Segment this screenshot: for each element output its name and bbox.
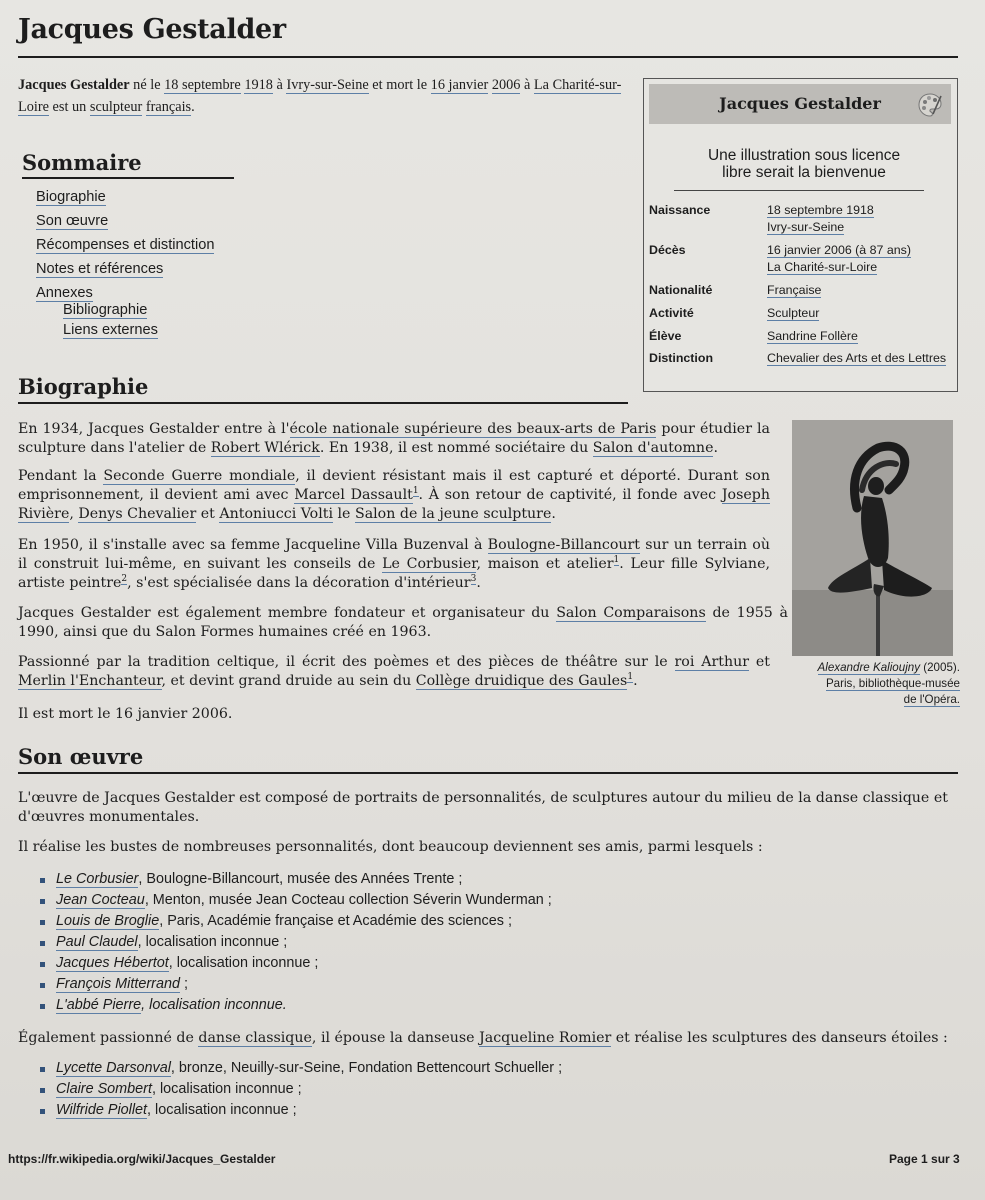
link-le-corbusier[interactable]: Le Corbusier <box>382 556 477 572</box>
link-birth-day[interactable]: 18 septembre <box>164 77 241 93</box>
toc-item-recompenses[interactable]: Récompenses et distinction <box>36 237 215 253</box>
infobox-label: Naissance <box>649 203 711 217</box>
list-item <box>40 932 552 953</box>
infobox-label: Distinction <box>649 351 714 365</box>
toc-item-biographie[interactable]: Biographie <box>36 189 106 205</box>
bio-paragraph-1 <box>18 420 770 458</box>
text: En 1950, il s'installe avec sa femme Jacqueline Villa Buzenval à <box>18 537 488 553</box>
list-item <box>40 1079 562 1100</box>
list-item-text: ; <box>179 976 188 992</box>
infobox <box>643 78 958 392</box>
infobox-label: Élève <box>649 329 682 343</box>
bullet <box>40 1004 45 1009</box>
sculpture-photo[interactable] <box>792 420 953 656</box>
notice-line: libre serait la bienvenue <box>722 164 886 181</box>
caption-text: (2005). <box>920 661 960 674</box>
footnote-ref[interactable]: 1 <box>412 486 419 497</box>
bullet <box>40 899 45 904</box>
list-item-text: , Paris, Académie française et Académie des sciences ; <box>159 913 512 929</box>
text: Jacques Gestalder est également membre fondateur et organisateur du <box>18 605 557 621</box>
link-activity[interactable]: Sculpteur <box>767 306 820 320</box>
list-item <box>40 890 552 911</box>
link-birth-place[interactable]: Ivry-sur-Seine <box>767 220 845 234</box>
intro-text: et mort le <box>368 77 431 93</box>
link-nationality[interactable]: français <box>145 99 192 115</box>
intro-text: à <box>272 77 287 93</box>
link-salon-automne[interactable]: Salon d'automne <box>592 440 714 456</box>
busts-list <box>40 869 552 1016</box>
text: . À son retour de captivité, il fonde avec <box>418 487 722 503</box>
toc-rule <box>22 177 234 179</box>
link-bust-subject[interactable]: Jacques Hébertot <box>56 955 169 971</box>
link-death-year[interactable]: 2006 <box>491 77 521 93</box>
link-antoniucci-volti[interactable]: Antoniucci Volti <box>219 506 333 522</box>
dancer-sculpture-image <box>792 420 953 656</box>
link-denys-chevalier[interactable]: Denys Chevalier <box>78 506 197 522</box>
text: , il épouse la danseuse <box>311 1030 480 1046</box>
heading-rule <box>18 772 958 774</box>
link-bust-subject[interactable]: L'abbé Pierre <box>56 997 142 1013</box>
text: et <box>749 654 770 670</box>
link-birth-date[interactable]: 18 septembre 1918 <box>767 203 874 217</box>
footnote-ref[interactable]: 2 <box>121 574 128 585</box>
infobox-title-text: Jacques Gestalder <box>719 94 881 113</box>
oeuvre-paragraph-3 <box>18 1029 958 1048</box>
link-birth-place[interactable]: Ivry-sur-Seine <box>286 77 369 93</box>
link-joseph-riviere[interactable]: Joseph Rivière <box>18 487 770 522</box>
link-student[interactable]: Sandrine Follère <box>767 329 858 343</box>
text: , <box>69 506 79 522</box>
list-item-text: , localisation inconnue ; <box>168 955 319 971</box>
link-dancer[interactable]: Claire Sombert <box>56 1081 152 1097</box>
intro-text: à <box>520 77 534 93</box>
bullet <box>40 962 45 967</box>
link-death-date[interactable]: 16 janvier 2006 (à 87 ans) <box>767 243 911 257</box>
link-beaux-arts[interactable]: école nationale supérieure des beaux-arts de Paris <box>289 421 657 437</box>
text: . <box>551 506 556 522</box>
text: et <box>196 506 220 522</box>
link-salon-jeune-sculpture[interactable]: Salon de la jeune sculpture <box>354 506 552 522</box>
text: Passionné par la tradition celtique, il écrit des poèmes et des pièces de théâtre sur le <box>18 654 675 670</box>
text: le <box>333 506 355 522</box>
list-item <box>40 1100 562 1121</box>
link-bibliotheque[interactable]: Paris, bibliothèque-musée <box>825 677 960 690</box>
text: , il devient résistant mais il est capturé et déporté. Durant son emprisonnement, il devient ami avec <box>18 468 770 503</box>
text: sur un terrain où il construit lui-même, en suivant les conseils de <box>18 537 770 572</box>
text: , s'est spécialisée dans la décoration d'intérieur <box>127 575 471 591</box>
link-bust-subject[interactable]: Paul Claudel <box>56 934 138 950</box>
intro-text: né le <box>129 77 165 93</box>
text: . <box>713 440 718 456</box>
list-item-text: , localisation inconnue ; <box>151 1081 302 1097</box>
list-item <box>40 1058 562 1079</box>
bio-paragraph-3 <box>18 536 770 593</box>
link-bust-subject[interactable]: Louis de Broglie <box>56 913 160 929</box>
text: . Leur fille Sylviane, artiste peintre <box>18 556 770 591</box>
bullet <box>40 878 45 883</box>
list-item-text: , localisation inconnue ; <box>137 934 288 950</box>
infobox-label: Nationalité <box>649 283 713 297</box>
heading-rule <box>18 402 628 404</box>
bio-paragraph-2 <box>18 467 770 524</box>
intro-name: Jacques Gestalder <box>18 77 130 93</box>
text: pour étudier la sculpture dans l'atelier de <box>18 421 770 456</box>
footer-page-number: Page 1 sur 3 <box>889 1152 960 1166</box>
oeuvre-paragraph-2: Il réalise les bustes de nombreuses personnalités, dont beaucoup deviennent ses amis, parmi lesquels : <box>18 839 763 855</box>
list-item-text: , Boulogne-Billancourt, musée des Années Trente ; <box>138 871 463 887</box>
link-birth-year[interactable]: 1918 <box>244 77 273 93</box>
infobox-label: Décès <box>649 243 686 257</box>
infobox-rule <box>674 190 924 191</box>
bullet <box>40 1109 45 1114</box>
link-death-day[interactable]: 16 janvier <box>430 77 489 93</box>
bio-paragraph-4 <box>18 604 788 642</box>
link-roi-arthur[interactable]: roi Arthur <box>674 654 750 670</box>
intro-paragraph <box>18 74 628 118</box>
photo-caption <box>790 660 960 708</box>
infobox-value <box>767 202 952 236</box>
heading-biographie: Biographie <box>18 374 149 399</box>
table-of-contents <box>36 186 214 340</box>
title-rule <box>18 56 958 58</box>
heading-son-oeuvre: Son œuvre <box>18 744 144 769</box>
list-item-text: , Menton, musée Jean Cocteau collection Séverin Wunderman ; <box>144 892 552 908</box>
intro-text: est un <box>48 99 90 115</box>
list-item-text: , localisation inconnue. <box>141 997 287 1013</box>
text: . <box>476 575 481 591</box>
bio-paragraph-6: Il est mort le 16 janvier 2006. <box>18 706 233 722</box>
text: . <box>633 673 638 689</box>
list-item <box>40 911 552 932</box>
notice-line: Une illustration sous licence <box>707 147 901 164</box>
link-opera[interactable]: de l'Opéra. <box>903 693 960 706</box>
link-merlin[interactable]: Merlin l'Enchanteur <box>18 673 162 689</box>
footnote-ref[interactable]: 1 <box>627 672 634 683</box>
link-bust-subject[interactable]: Jean Cocteau <box>56 892 145 908</box>
text: En 1934, Jacques Gestalder entre à l' <box>18 421 290 437</box>
toc-item-notes[interactable]: Notes et références <box>36 261 164 277</box>
link-death-place[interactable]: La Charité-sur-Loire <box>18 77 622 115</box>
infobox-label: Activité <box>649 306 694 320</box>
text: et réalise les sculptures des danseurs étoiles : <box>611 1030 948 1046</box>
list-item <box>40 869 552 890</box>
link-dancer[interactable]: Lycette Darsonval <box>56 1060 171 1076</box>
text: de 1955 à 1990, ainsi que du Salon Formes humaines créé en 1963. <box>18 605 788 640</box>
link-seconde-guerre[interactable]: Seconde Guerre mondiale <box>103 468 296 484</box>
text: , et devint grand druide au sein du <box>161 673 416 689</box>
text: . En 1938, il est nommé sociétaire du <box>319 440 593 456</box>
link-distinction[interactable]: Chevalier des Arts et des Lettres <box>767 351 947 365</box>
toc-subitem-liens-externes[interactable]: Liens externes <box>63 322 158 338</box>
link-jacqueline-romier[interactable]: Jacqueline Romier <box>479 1030 612 1046</box>
bullet <box>40 920 45 925</box>
list-item-text: , localisation inconnue ; <box>147 1102 297 1118</box>
link-danse-classique[interactable]: danse classique <box>198 1030 312 1046</box>
link-photo-author[interactable]: Alexandre Kalioujny <box>817 661 921 674</box>
bio-paragraph-5 <box>18 653 770 691</box>
list-item <box>40 995 552 1016</box>
link-bust-subject[interactable]: Le Corbusier <box>56 871 139 887</box>
text: , maison et atelier <box>476 556 614 572</box>
link-robert-wlerick[interactable]: Robert Wlérick <box>210 440 320 456</box>
bullet <box>40 1088 45 1093</box>
bullet <box>40 983 45 988</box>
bullet <box>40 1067 45 1072</box>
link-marcel-dassault[interactable]: Marcel Dassault <box>294 487 413 503</box>
infobox-value <box>767 242 952 276</box>
link-salon-comparaisons[interactable]: Salon Comparaisons <box>556 605 706 621</box>
toc-title: Sommaire <box>22 150 142 175</box>
footnote-ref[interactable]: 1 <box>613 555 620 566</box>
intro-text: . <box>191 99 195 115</box>
link-nationality[interactable]: Française <box>767 283 822 297</box>
link-death-place[interactable]: La Charité-sur-Loire <box>767 260 878 274</box>
bullet <box>40 941 45 946</box>
link-college-druidique[interactable]: Collège druidique des Gaules <box>415 673 628 689</box>
toc-item-annexes[interactable]: Annexes <box>36 285 93 301</box>
dancers-list <box>40 1058 562 1121</box>
link-dancer[interactable]: Wilfride Piollet <box>56 1102 148 1118</box>
list-item-text: , bronze, Neuilly-sur-Seine, Fondation Bettencourt Schueller ; <box>170 1060 563 1076</box>
link-boulogne-billancourt[interactable]: Boulogne-Billancourt <box>487 537 641 553</box>
toc-subitem-bibliographie[interactable]: Bibliographie <box>63 302 148 318</box>
text: Pendant la <box>18 468 104 484</box>
list-item <box>40 974 552 995</box>
infobox-title <box>649 84 951 124</box>
link-bust-subject[interactable]: François Mitterrand <box>56 976 180 992</box>
infobox-illustration-notice <box>664 147 944 181</box>
palette-icon <box>917 92 943 118</box>
link-occupation[interactable]: sculpteur <box>89 99 143 115</box>
oeuvre-paragraph-1: L'œuvre de Jacques Gestalder est composé de portraits de personnalités, de sculptures autour du milieu de la danse classique et d'œuvres monumentales. <box>18 790 948 825</box>
list-item <box>40 953 552 974</box>
text: Également passionné de <box>18 1030 199 1046</box>
page-title: Jacques Gestalder <box>18 14 286 45</box>
footnote-ref[interactable]: 3 <box>470 574 477 585</box>
toc-item-oeuvre[interactable]: Son œuvre <box>36 213 109 229</box>
footer-url: https://fr.wikipedia.org/wiki/Jacques_Gestalder <box>8 1152 276 1166</box>
